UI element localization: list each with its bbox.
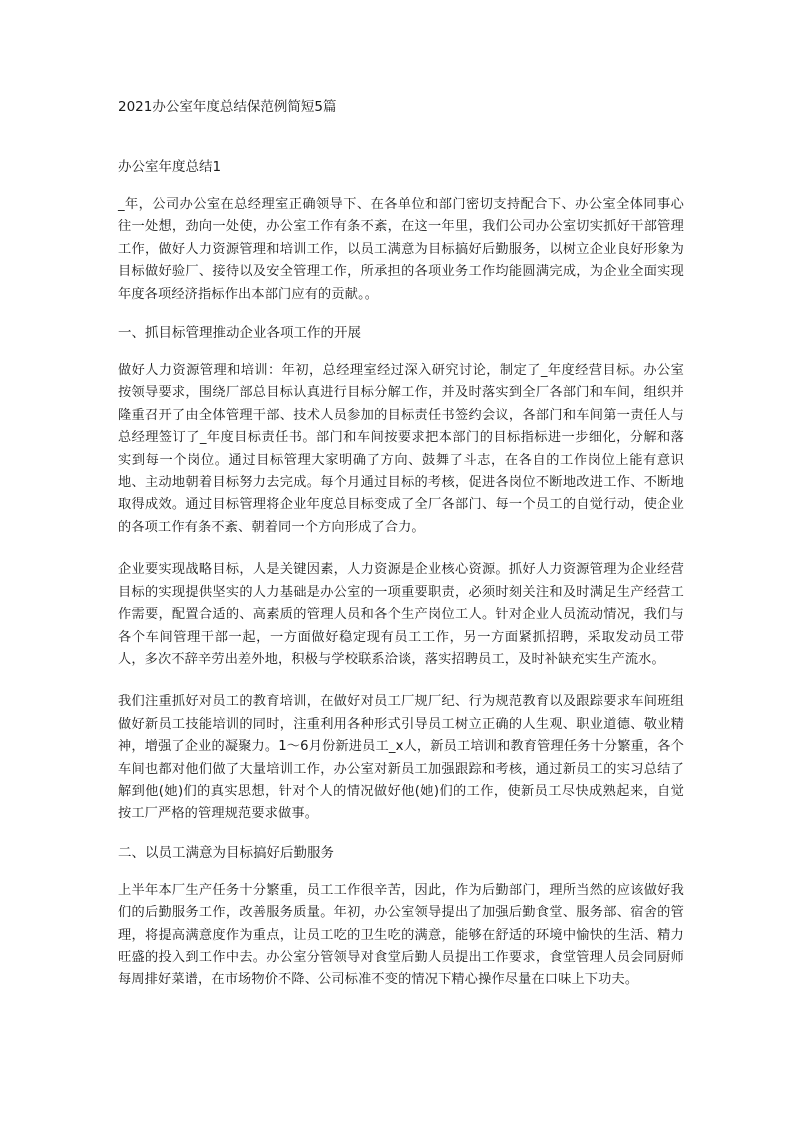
document-page [118, 96, 684, 992]
intro-paragraph: _年，公司办公室在总经理室正确领导下、在各单位和部门密切支持配合下、办公室全体同事心往一处想，劲向一处使，办公室工作有条不紊，在这一年里，我们公司办公室切实抓好干部管理工作，做好人力资源管理和培训工作，以员工满意为目标搞好后勤服务，以树立企业良好形象为目标做好验厂、接待以及安全管理工作，所承担的各项业务工作均能圆满完成，为企业全面实现年度各项经济指标作出本部门应有的贡献。。 [118, 197, 684, 302]
section-1-heading: 一、抓目标管理推动企业各项工作的开展 [118, 325, 361, 342]
section-2-heading: 二、以员工满意为目标搞好后勤服务 [118, 844, 334, 861]
section-1-paragraph: 企业要实现战略目标，人是关键因素，人力资源是企业核心资源。抓好人力资源管理为企业经营目标的实现提供坚实的人力基础是办公室的一项重要职责，必须时刻关注和及时满足生产经营工作需要，配置合适的、高素质的管理人员和各个生产岗位工人。针对企业人员流动情况，我们与各个车间管理干部一起，一方面做好稳定现有员工工作，另一方面紧抓招聘，采取发动员工带人，多次不辞辛劳出差外地，积极与学校联系洽谈，落实招聘员工，及时补缺充实生产流水。 [118, 562, 684, 667]
section-1-paragraph: 做好人力资源管理和培训：年初，总经理室经过深入研究讨论，制定了_年度经营目标。办公室按领导要求，围绕厂部总目标认真进行目标分解工作，并及时落实到全厂各部门和车间，组织并隆重召开了由全体管理干部、技术人员参加的目标责任书签约会议，各部门和车间第一责任人与总经理签订了_年度目标责任书。部门和车间按要求把本部门的目标指标进一步细化，分解和落实到每一个岗位。通过目标管理大家明确了方向、鼓舞了斗志，在各自的工作岗位上能有意识地、主动地朝着目标努力去完成。每个月通过目标的考核，促进各岗位不断地改进工作、不断地取得成效。通过目标管理将企业年度总目标变成了全厂各部门、每一个员工的自觉行动，使企业的各项工作有条不紊、朝着同一个方向形成了合力。 [118, 363, 684, 535]
section-1-paragraph: 我们注重抓好对员工的教育培训，在做好对员工厂规厂纪、行为规范教育以及跟踪要求车间班组做好新员工技能培训的同时，注重利用各种形式引导员工树立正确的人生观、职业道德、敬业精神，增强了企业的凝聚力。1～6月份新进员工_x人，新员工培训和教育管理任务十分繁重，各个车间也都对他们做了大量培训工作，办公室对新员工加强跟踪和考核，通过新员工的实习总结了解到他(她)们的真实思想，针对个人的情况做好他(她)们的工作，使新员工尽快成熟起来，自觉按工厂严格的管理规范要求做事。 [118, 694, 684, 822]
section-2-paragraph: 上半年本厂生产任务十分繁重，员工工作很辛苦，因此，作为后勤部门，理所当然的应该做好我们的后勤服务工作，改善服务质量。年初，办公室领导提出了加强后勤食堂、服务部、宿舍的管理，将提高满意度作为重点，让员工吃的卫生吃的满意，能够在舒适的环境中愉快的生活、精力旺盛的投入到工作中去。办公室分管领导对食堂后勤人员提出工作要求，食堂管理人员会同厨师每周排好菜谱，在市场物价不降、公司标准不变的情况下精心操作尽量在口味上下功夫。 [118, 882, 684, 988]
summary-heading: 办公室年度总结1 [118, 159, 222, 175]
document-title: 2021办公室年度总结保范例简短5篇 [118, 99, 337, 115]
